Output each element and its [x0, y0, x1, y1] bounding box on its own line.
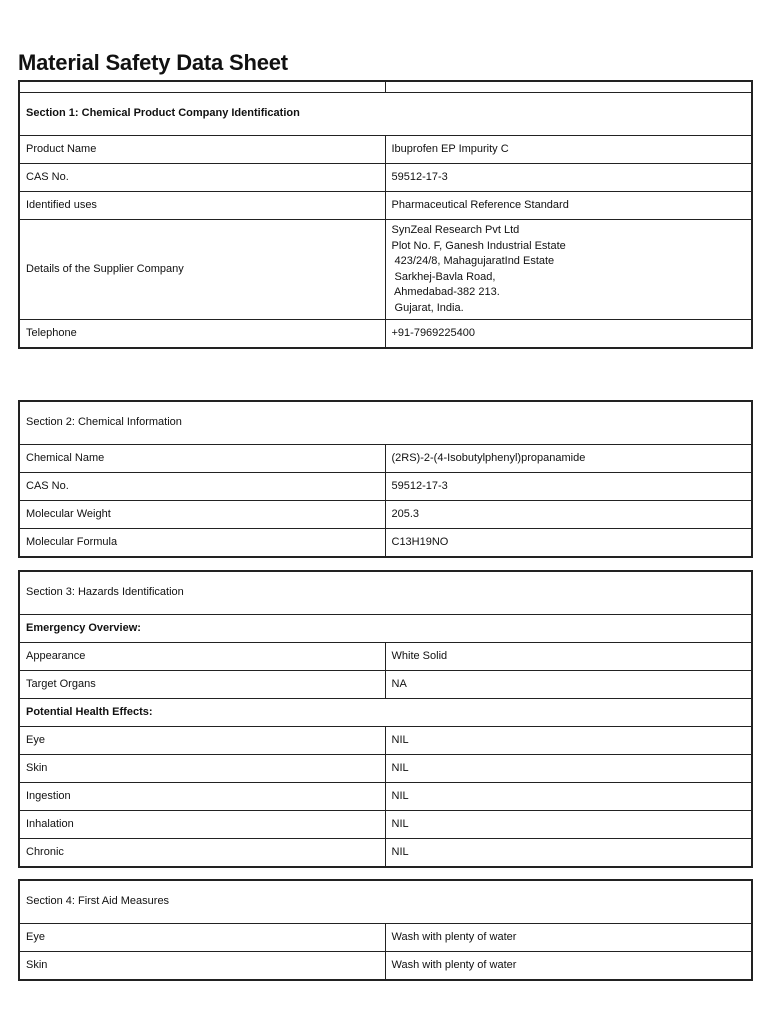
section-4-heading: Section 4: First Aid Measures [19, 880, 752, 924]
address-line: SynZeal Research Pvt Ltd [391, 224, 520, 236]
supplier-address [385, 220, 752, 320]
address-line: 423/24/8, MahagujaratInd Estate [391, 255, 555, 267]
section-heading-row [19, 571, 752, 615]
table-row [19, 136, 752, 164]
table-row [19, 783, 752, 811]
row-label: Target Organs [19, 671, 385, 699]
address-line: Sarkhej-Bavla Road, [391, 270, 496, 283]
table-row [19, 501, 752, 529]
row-value: NIL [385, 727, 752, 755]
section-3-table [18, 570, 753, 868]
row-value: NA [385, 671, 752, 699]
row-label: Ingestion [19, 783, 385, 811]
row-label: CAS No. [19, 473, 385, 501]
section-3-heading: Section 3: Hazards Identification [19, 571, 752, 615]
row-value: Wash with plenty of water [385, 952, 752, 981]
table-row [19, 811, 752, 839]
table-row [19, 320, 752, 349]
subheading-row [19, 615, 752, 643]
subheading-row [19, 699, 752, 727]
table-row [19, 164, 752, 192]
address-line: Gujarat, India. [391, 301, 464, 314]
row-label: Eye [19, 924, 385, 952]
address-line: Plot No. F, Ganesh Industrial Estate [391, 239, 566, 252]
row-label: Inhalation [19, 811, 385, 839]
table-row [19, 839, 752, 868]
table-row [19, 643, 752, 671]
table-row [19, 727, 752, 755]
supplier-row [19, 220, 752, 320]
section-2-heading: Section 2: Chemical Information [19, 401, 752, 445]
table-row [19, 924, 752, 952]
supplier-label: Details of the Supplier Company [19, 220, 385, 320]
table-row [19, 952, 752, 981]
row-value: 59512-17-3 [385, 473, 752, 501]
row-value: 59512-17-3 [385, 164, 752, 192]
row-label: Identified uses [19, 192, 385, 220]
row-label: Skin [19, 952, 385, 981]
section-heading-row [19, 93, 752, 136]
row-label: Chemical Name [19, 445, 385, 473]
table-row [19, 755, 752, 783]
row-label: Appearance [19, 643, 385, 671]
table-row [19, 192, 752, 220]
empty-row [19, 81, 752, 93]
telephone-value: +91-7969225400 [385, 320, 752, 349]
telephone-label: Telephone [19, 320, 385, 349]
row-value: NIL [385, 839, 752, 868]
table-row [19, 473, 752, 501]
row-label: Eye [19, 727, 385, 755]
row-label: Chronic [19, 839, 385, 868]
health-effects-label: Potential Health Effects: [19, 699, 752, 727]
emergency-overview-label: Emergency Overview: [19, 615, 752, 643]
section-1-heading: Section 1: Chemical Product Company Identification [19, 93, 752, 136]
row-label: Product Name [19, 136, 385, 164]
row-value: White Solid [385, 643, 752, 671]
row-value: Ibuprofen EP Impurity C [385, 136, 752, 164]
section-heading-row [19, 880, 752, 924]
row-value: C13H19NO [385, 529, 752, 558]
row-value: Wash with plenty of water [385, 924, 752, 952]
row-label: Skin [19, 755, 385, 783]
row-value: NIL [385, 755, 752, 783]
table-row [19, 445, 752, 473]
section-1-table [18, 80, 753, 349]
row-label: CAS No. [19, 164, 385, 192]
row-label: Molecular Formula [19, 529, 385, 558]
section-heading-row [19, 401, 752, 445]
row-value: Pharmaceutical Reference Standard [385, 192, 752, 220]
table-row [19, 529, 752, 558]
page-title: Material Safety Data Sheet [18, 50, 288, 75]
row-value: NIL [385, 783, 752, 811]
row-value: 205.3 [385, 501, 752, 529]
row-label: Molecular Weight [19, 501, 385, 529]
row-value: (2RS)-2-(4-Isobutylphenyl)propanamide [385, 445, 752, 473]
section-4-table [18, 879, 753, 981]
table-row [19, 671, 752, 699]
section-2-table [18, 400, 753, 558]
address-line: Ahmedabad-382 213. [391, 286, 500, 298]
row-value: NIL [385, 811, 752, 839]
